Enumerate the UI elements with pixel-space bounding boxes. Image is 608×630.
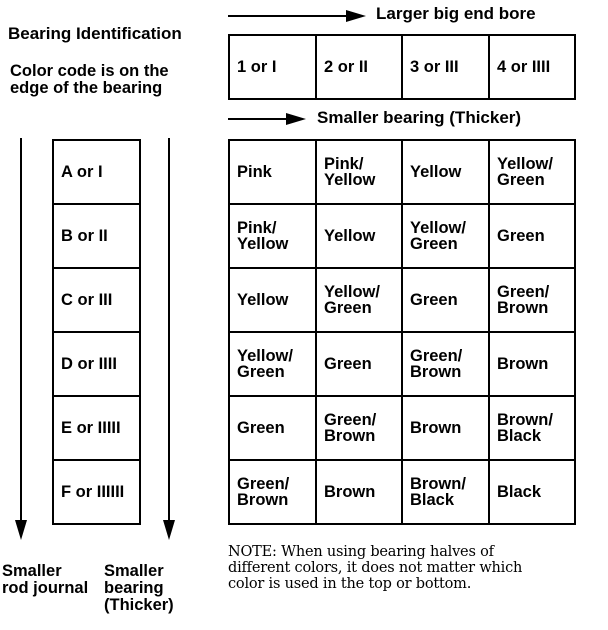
column-header: 1 or I [229,35,316,99]
color-cell: Yellow/ Green [402,204,489,268]
middle-arrow-line [228,118,288,120]
column-header: 3 or III [402,35,489,99]
color-cell: Green [229,396,316,460]
color-cell: Pink [229,140,316,204]
row-header-table [52,139,141,525]
bearing-color-grid [228,139,576,525]
row-header: B or II [53,204,140,268]
color-cell: Yellow/ Green [489,140,575,204]
color-cell: Green [489,204,575,268]
usage-note: NOTE: When using bearing halves of different colors, it does not matter which color is used in the top or bottom. [228,544,523,592]
color-cell: Brown [489,332,575,396]
color-cell: Yellow [229,268,316,332]
color-cell: Pink/ Yellow [316,140,402,204]
color-cell: Green [402,268,489,332]
color-cell: Brown/ Black [402,460,489,524]
color-cell: Yellow/ Green [229,332,316,396]
right-arrow-line [168,138,170,524]
left-arrow-line [20,138,22,524]
color-cell: Yellow [316,204,402,268]
top-arrow-label: Larger big end bore [376,4,536,23]
right-arrow-head-icon [163,520,175,540]
color-cell: Yellow/ Green [316,268,402,332]
color-cell: Brown [316,460,402,524]
color-cell: Green/ Brown [229,460,316,524]
color-cell: Brown/ Black [489,396,575,460]
row-header: F or IIIIII [53,460,140,524]
top-arrow-head-icon [346,10,366,22]
row-header: E or IIIII [53,396,140,460]
left-arrow-label: Smaller rod journal [2,562,89,597]
color-cell: Yellow [402,140,489,204]
left-arrow-head-icon [15,520,27,540]
row-header: C or III [53,268,140,332]
top-arrow-line [228,15,348,17]
color-cell: Pink/ Yellow [229,204,316,268]
column-header: 4 or IIII [489,35,575,99]
column-header-table [228,34,576,100]
color-cell: Brown [402,396,489,460]
color-cell: Green [316,332,402,396]
color-cell: Green/ Brown [316,396,402,460]
color-cell: Green/ Brown [489,268,575,332]
color-code-note: Color code is on the edge of the bearing [10,62,169,97]
middle-arrow-label: Smaller bearing (Thicker) [317,108,522,127]
middle-arrow-head-icon [286,113,306,125]
right-arrow-label: Smaller bearing (Thicker) [104,562,174,614]
color-cell: Green/ Brown [402,332,489,396]
row-header: A or I [53,140,140,204]
color-cell: Black [489,460,575,524]
page-title: Bearing Identification [8,24,182,43]
column-header: 2 or II [316,35,402,99]
row-header: D or IIII [53,332,140,396]
